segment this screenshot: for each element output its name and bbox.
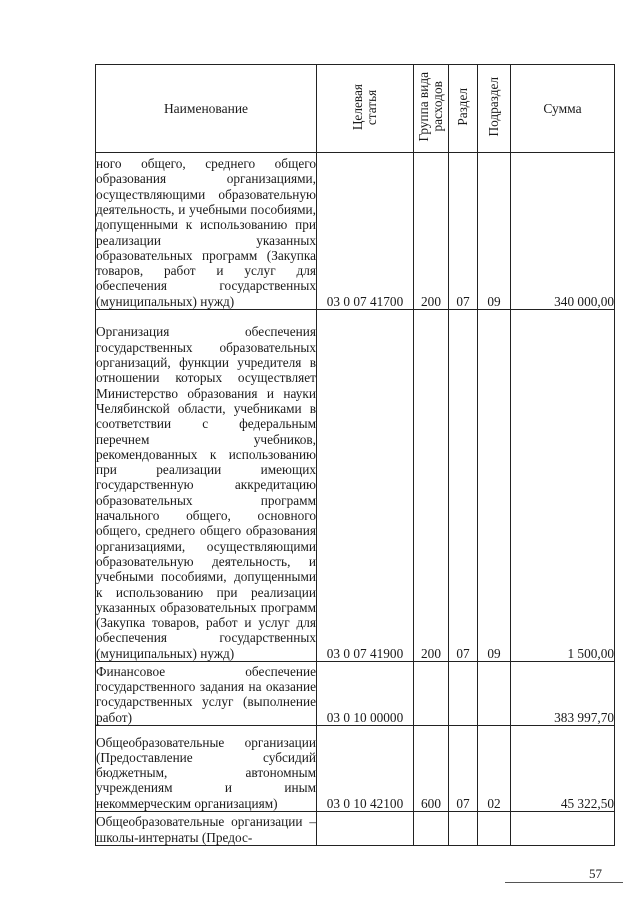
row-expense-group: 600 (414, 726, 449, 812)
row-section: 07 (449, 310, 478, 662)
table-row (96, 310, 615, 662)
budget-table (95, 64, 615, 846)
row-name: Общеобразовательные организации (Предоставление субсидий бюджетным, автономным учреждениям и иным некоммерческим организациям) (96, 726, 317, 812)
row-amount (511, 812, 615, 846)
header-subsection: Подраздел (478, 65, 511, 153)
row-target-article (317, 812, 414, 846)
row-target-article: 03 0 10 42100 (317, 726, 414, 812)
table-row (96, 726, 615, 812)
row-section (449, 812, 478, 846)
row-subsection: 09 (478, 153, 511, 310)
row-section: 07 (449, 153, 478, 310)
row-section (449, 662, 478, 726)
row-expense-group (414, 812, 449, 846)
row-name: Финансовое обеспечение государственного задания на оказание государственных услуг (выполнение работ) (96, 662, 317, 726)
table-header (96, 65, 615, 153)
row-amount: 340 000,00 (511, 153, 615, 310)
row-amount: 45 322,50 (511, 726, 615, 812)
row-target-article: 03 0 07 41900 (317, 310, 414, 662)
header-expense-group: Группа вида расходов (414, 65, 449, 153)
row-target-article: 03 0 10 00000 (317, 662, 414, 726)
row-section: 07 (449, 726, 478, 812)
header-amount: Сумма (511, 65, 615, 153)
header-name: Наименование (96, 65, 317, 153)
row-name: Организация обеспечения государственных образовательных организаций, функции учредителя в отношении которых осуществляет Министерство образования и науки Челябинской области, учебниками в соответствии с федеральным перечнем учебников, рекомендованных к использованию при реализации имеющих государственную аккредитацию образовательных программ начального общего, основного общего, среднего общего образования организациями, осуществляющими образовательную деятельность, и учебными пособиями, допущенными к использованию при реализации указанных образовательных программ (Закупка товаров, работ и услуг для обеспечения государственных (муниципальных) нужд) (96, 310, 317, 662)
header-section: Раздел (449, 65, 478, 153)
row-expense-group (414, 662, 449, 726)
table-row (96, 812, 615, 846)
row-target-article: 03 0 07 41700 (317, 153, 414, 310)
row-expense-group: 200 (414, 310, 449, 662)
row-subsection: 09 (478, 310, 511, 662)
row-expense-group: 200 (414, 153, 449, 310)
row-subsection (478, 662, 511, 726)
table-row (96, 153, 615, 310)
row-amount: 1 500,00 (511, 310, 615, 662)
footer-rule (505, 882, 623, 883)
header-target-article: Целевая статья (317, 65, 414, 153)
row-subsection: 02 (478, 726, 511, 812)
row-subsection (478, 812, 511, 846)
row-name: Общеобразовательные организации – школы-интернаты (Предос- (96, 812, 317, 846)
table-row (96, 662, 615, 726)
page-number: 57 (589, 866, 602, 881)
row-name: ного общего, среднего общего образования организациями, осуществляющими образовательную деятельность, и учебными пособиями, допущенными к использованию при реализации указанных образовательных программ (Закупка товаров, работ и услуг для обеспечения государственных (муниципальных) нужд) (96, 153, 317, 310)
row-amount: 383 997,70 (511, 662, 615, 726)
